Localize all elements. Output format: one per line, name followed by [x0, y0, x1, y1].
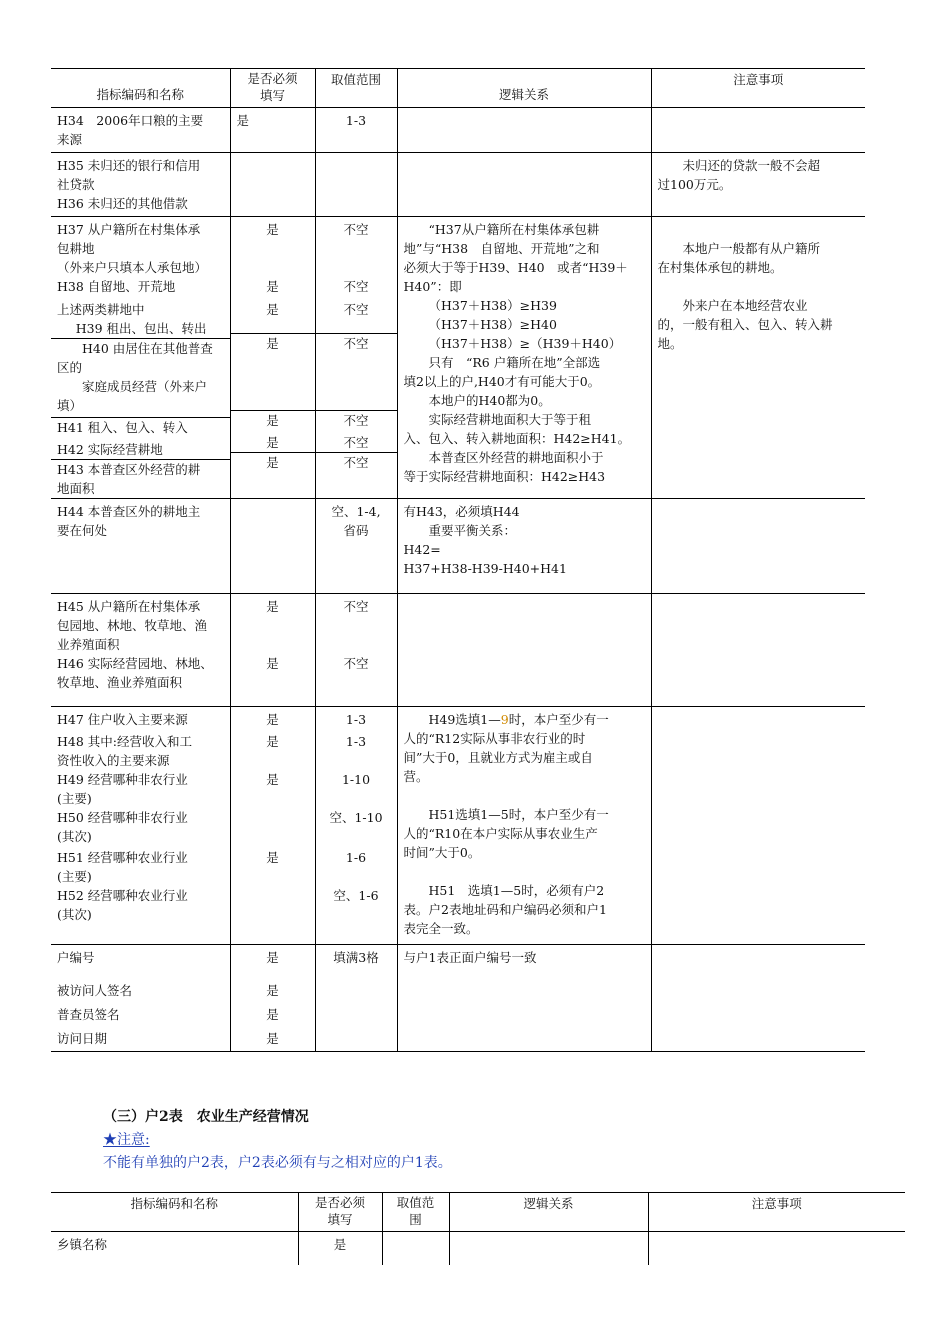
indicator-name: H37 从户籍所在村集体承 包耕地 （外来户只填本人承包地） H38 自留地、开荒地 上述两类耕地中 H39 租出、包出、转出 H40 由居住在其他普查 区的 家庭成员经营（外来户 填） H41 租入、包入、转入 H42 实际经营耕地 H43 本普查区外经营的耕 地面积	[51, 217, 230, 499]
indicator-name: H44 本普查区外的耕地主 要在何处	[51, 499, 230, 594]
required-flag	[230, 499, 315, 594]
logic-cell: 有H43，必须填H44 重要平衡关系： H42= H37+H38-H39-H40+H41	[397, 499, 651, 594]
table-row	[51, 108, 865, 153]
required-flag: 是 是 是 是	[230, 945, 315, 1052]
value-range	[315, 153, 397, 217]
notes-cell	[651, 108, 865, 153]
table-row	[51, 153, 865, 217]
logic-cell	[397, 153, 651, 217]
logic-cell	[397, 108, 651, 153]
indicator-name: 乡镇名称	[51, 1232, 298, 1265]
notes-cell	[651, 499, 865, 594]
logic-cell: 与户1表正面户编号一致	[397, 945, 651, 1052]
indicator-name: H47 住户收入主要来源 H48 其中:经营收入和工 资性收入的主要来源 H49 经营哪种非农行业 (主要) H50 经营哪种非农行业 (其次) H51 经营哪种农业行业 (主要) H52 经营哪种农业行业 (其次)	[51, 707, 230, 945]
indicator-name: H35 未归还的银行和信用 社贷款 H36 未归还的其他借款	[51, 153, 230, 217]
header-logic: 逻辑关系	[449, 1193, 648, 1232]
note-label: ★注意:	[103, 1132, 150, 1148]
required-flag	[230, 153, 315, 217]
table-header-row	[51, 69, 865, 108]
header-range: 取值范 围	[382, 1193, 449, 1232]
value-range: 填满3格	[315, 945, 397, 1052]
notes-cell: 本地户一般都有从户籍所 在村集体承包的耕地。 外来户在本地经营农业 的，一般有租入、包入、转入耕 地。	[651, 217, 865, 499]
value-range: 不空 不空	[315, 594, 397, 707]
table-row	[51, 217, 865, 499]
table-row	[51, 707, 865, 945]
header-required: 是否必须 填写	[298, 1193, 382, 1232]
header-name: 指标编码和名称	[51, 1193, 298, 1232]
indicator-name: H34 2006年口粮的主要 来源	[51, 108, 230, 153]
logic-cell	[449, 1232, 648, 1265]
table-row	[51, 594, 865, 707]
logic-cell	[397, 594, 651, 707]
table-header-row	[51, 1193, 905, 1232]
required-flag: 是	[230, 108, 315, 153]
notes-cell	[651, 594, 865, 707]
value-range: 空、1-4, 省码	[315, 499, 397, 594]
header-logic: 逻辑关系	[397, 69, 651, 108]
notes-cell	[651, 707, 865, 945]
section-title: （三）户2表 农业生产经营情况	[103, 1109, 309, 1125]
indicator-table-household-1	[51, 68, 865, 1052]
indicator-name: H45 从户籍所在村集体承 包园地、林地、牧草地、渔 业养殖面积 H46 实际经营园地、林地、 牧草地、渔业养殖面积	[51, 594, 230, 707]
logic-cell: “H37从户籍所在村集体承包耕 地”与“H38 自留地、开荒地”之和 必须大于等于H39、H40 或者“H39＋ H40”：即 （H37＋H38）≥H39 （H37＋H38）≥H40 （H37＋H38）≥（H39＋H40） 只有 “R6 户籍所在地”全部选 填2以上的户,H40才有可能大于0。 本地户的H40都为0。 实际经营耕地面积大于等于租 入、包入、转入耕地面积：H42≥H41。 本普查区外经营的耕地面积小于 等于实际经营耕地面积：H42≥H43	[397, 217, 651, 499]
table-row	[51, 945, 865, 1052]
required-flag: 是 是 是 是 是 是 是	[230, 217, 315, 499]
header-required: 是否必须 填写	[230, 69, 315, 108]
header-name: 指标编码和名称	[51, 69, 230, 108]
table-row	[51, 1232, 905, 1265]
indicator-table-household-2	[51, 1192, 905, 1265]
header-notes: 注意事项	[648, 1193, 905, 1232]
value-range	[382, 1232, 449, 1265]
value-range: 1-3 1-3 1-10 空、1-10 1-6 空、1-6	[315, 707, 397, 945]
value-range: 1-3	[315, 108, 397, 153]
required-flag: 是	[298, 1232, 382, 1265]
indicator-name: 户编号 被访问人签名 普查员签名 访问日期	[51, 945, 230, 1052]
value-range: 不空 不空 不空 不空 不空 不空 不空	[315, 217, 397, 499]
note-text: 不能有单独的户2表，户2表必须有与之相对应的户1表。	[103, 1155, 452, 1171]
logic-cell: H49选填1—9时，本户至少有一 人的“R12实际从事非农行业的时 间”大于0，且就业方式为雇主或自 营。 H51选填1—5时，本户至少有一 人的“R10在本户实际从事农业生产 时间”大于0。 H51 选填1—5时，必须有户2 表。户2表地址码和户编码必须和户1 表完全一致。	[397, 707, 651, 945]
required-flag: 是 是	[230, 594, 315, 707]
notes-cell: 未归还的贷款一般不会超 过100万元。	[651, 153, 865, 217]
notes-cell	[648, 1232, 905, 1265]
notes-cell	[651, 945, 865, 1052]
table-row	[51, 499, 865, 594]
header-notes: 注意事项	[651, 69, 865, 108]
header-range: 取值范围	[315, 69, 397, 108]
required-flag: 是 是 是 是	[230, 707, 315, 945]
